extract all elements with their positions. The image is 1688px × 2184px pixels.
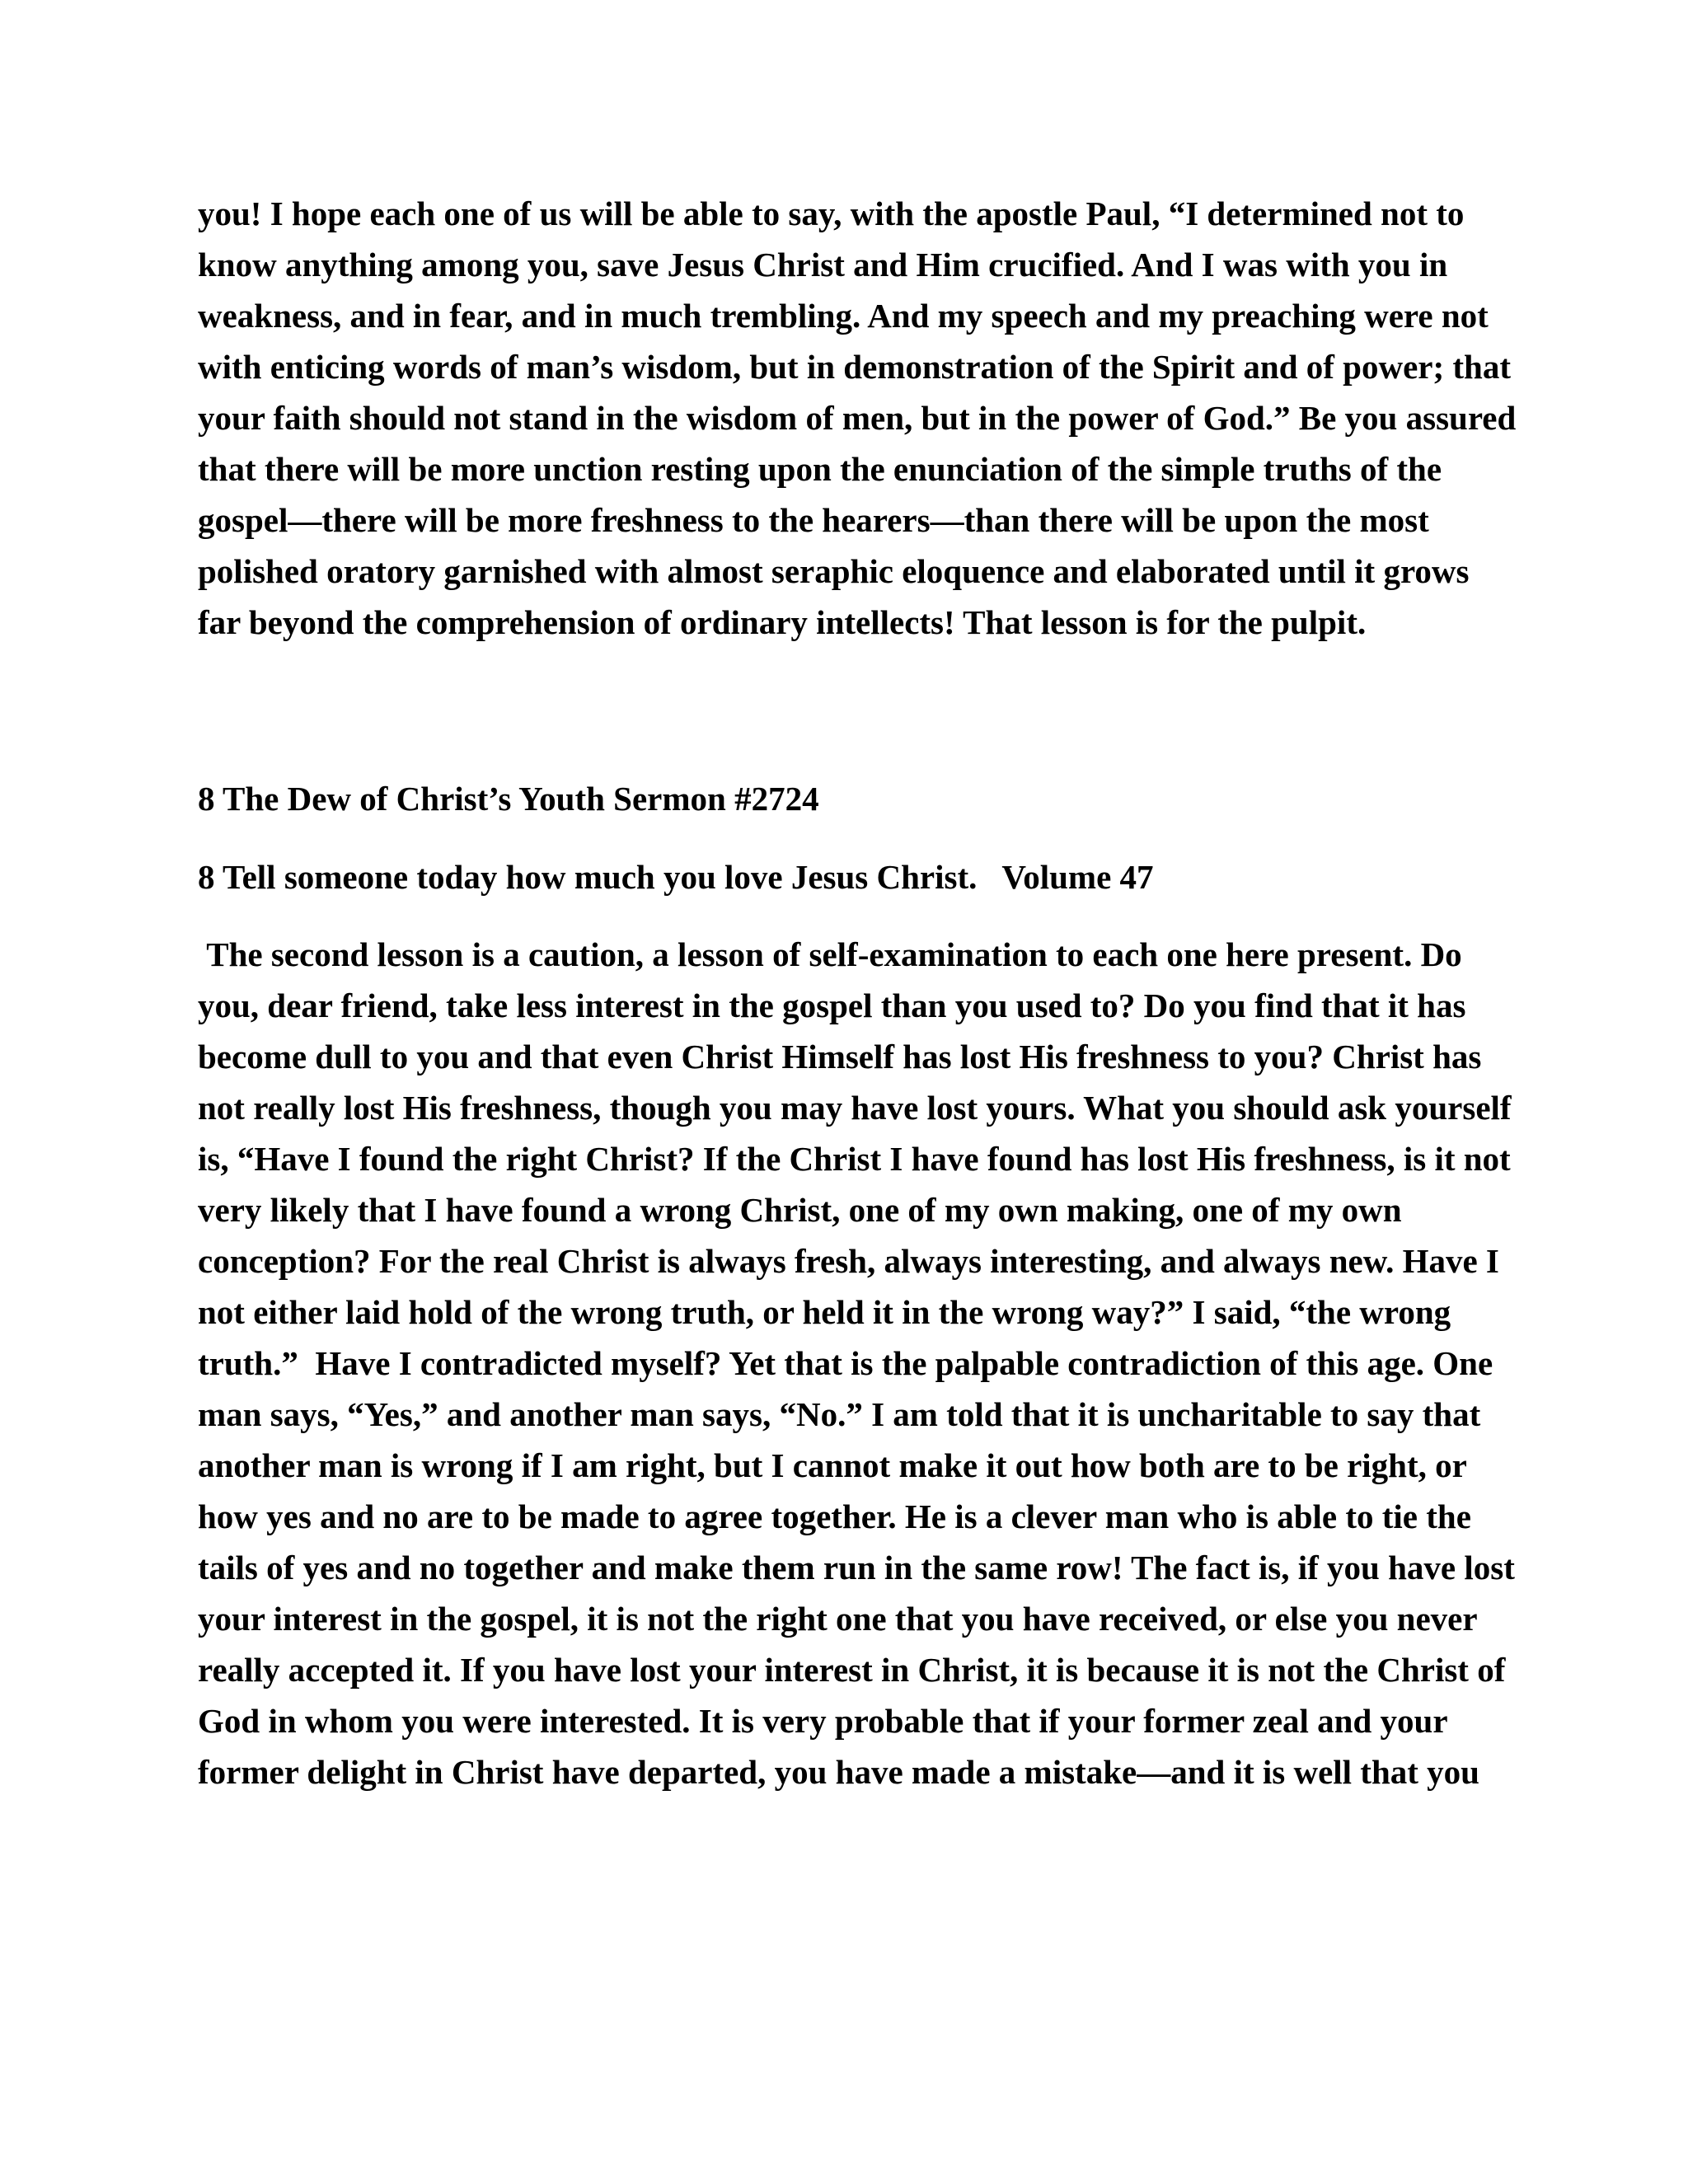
running-footer: 8 Tell someone today how much you love Jesus Christ. Volume 47 <box>198 858 1154 896</box>
running-header: 8 The Dew of Christ’s Youth Sermon #2724 <box>198 780 819 818</box>
body-paragraph-1: you! I hope each one of us will be able to say, with the apostle Paul, “I determined not to know anything among you, save Jesus Christ and Him crucified. And I was with you in weakness, and in fear, and in much trembling. And my speech and my preaching were not with enticing words of man’s wisdom, but in demonstration of the Spirit and of power; that your faith should not stand in the wisdom of men, but in the power of God.” Be you assured that there will be more unction resting upon the enunciation of the simple truths of the gospel—there will be more freshness to the hearers—than there will be upon the most polished oratory garnished with almost seraphic eloquence and elaborated until it grows far beyond the comprehension of ordinary intellects! That lesson is for the pulpit. <box>198 194 1517 641</box>
body-paragraph-2: The second lesson is a caution, a lesson of self-examination to each one here present. Do you, dear friend, take less interest in the gospel than you used to? Do you find that it has become dull to you and that even Christ Himself has lost His freshness to you? Christ has not really lost His freshness, though you may have lost yours. What you should ask yourself is, “Have I found the right Christ? If the Christ I have found has lost His freshness, is it not very likely that I have found a wrong Christ, one of my own making, one of my own conception? For the real Christ is always fresh, always interesting, and always new. Have I not either laid hold of the wrong truth, or held it in the wrong way?” I said, “the wrong truth.” Have I contradicted myself? Yet that is the palpable contradiction of this age. One man says, “Yes,” and another man says, “No.” I am told that it is uncharitable to say that another man is wrong if I am right, but I cannot make it out how both are to be right, or how yes and no are to be made to agree together. He is a clever man who is able to tie the tails of yes and no together and make them run in the same row! The fact is, if you have lost your interest in the gospel, it is not the right one that you have received, or else you never really accepted it. If you have lost your interest in Christ, it is because it is not the Christ of God in whom you were interested. It is very probable that if your former zeal and your former delight in Christ have departed, you have made a mistake—and it is well that you <box>198 935 1524 1791</box>
